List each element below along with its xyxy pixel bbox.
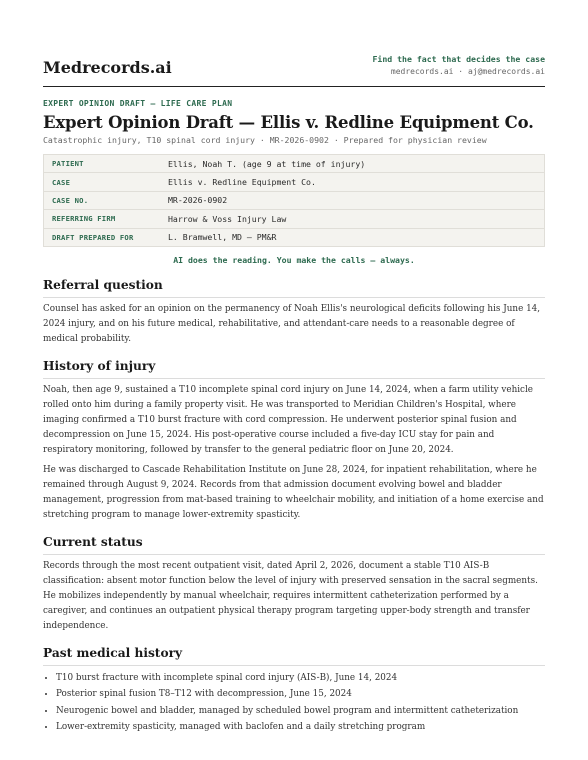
document-title: Expert Opinion Draft — Ellis v. Redline Equipment Co.	[43, 113, 534, 132]
field-label: CASE NO.	[44, 191, 161, 209]
letterhead	[43, 0, 545, 87]
section-heading-history: History of injury	[43, 358, 545, 379]
table-row	[44, 191, 545, 209]
field-value: Harrow & Voss Injury Law	[160, 210, 545, 228]
section-heading-referral: Referral question	[43, 277, 545, 298]
contact-info: medrecords.ai · aj@medrecords.ai	[390, 67, 545, 76]
table-row	[44, 210, 545, 228]
list-item: • T10 burst fracture with incomplete spinal cord injury (AIS-B), June 14, 2024	[56, 670, 545, 687]
brand-logo: Medrecords.ai	[43, 58, 172, 77]
tagline: Find the fact that decides the case	[372, 54, 545, 64]
field-label: REFERRING FIRM	[44, 210, 161, 228]
letterhead-right	[372, 53, 545, 78]
history-paragraph: Noah, then age 9, sustained a T10 incomplete spinal cord injury on June 14, 2024, when a farm utility vehicle rolled onto him during a family property visit. He was transported to Meridian Children's Hospital, where imaging confirmed a T10 burst fracture with cord compression. He underwent posterior spinal fusion and decompression on June 15, 2024. His post-operative course included a five-day ICU stay for pain and respiratory monitoring, followed by transfer to the general pediatric floor on June 20, 2024.	[43, 384, 534, 455]
section-heading-past-medical-history: Past medical history	[43, 645, 545, 666]
table-row	[44, 173, 545, 191]
field-value: MR-2026-0902	[160, 191, 545, 209]
history-paragraph: He was discharged to Cascade Rehabilitation Institute on June 28, 2024, for inpatient rehabilitation, where he remained through August 9, 2024. Records from that admission document evolving bowel and bladder management, progression from mat-based training to wheelchair mobility, and initiation of a home exercise and stretching program to manage lower-extremity spasticity.	[43, 464, 544, 520]
table-row	[44, 155, 545, 173]
field-value: Ellis, Noah T. (age 9 at time of injury)	[160, 155, 545, 173]
document-eyebrow: EXPERT OPINION DRAFT — LIFE CARE PLAN	[43, 99, 233, 108]
table-row	[44, 228, 545, 246]
document-subtitle: Catastrophic injury, T10 spinal cord injury · MR-2026-0902 · Prepared for physician review	[43, 135, 487, 145]
current-status-paragraph: Records through the most recent outpatient visit, dated April 2, 2026, document a stable T10 AIS-B classification: absent motor function below the level of injury with preserved sensation in the sacral segments. He mobilizes independently by manual wheelchair, requires intermittent catheterization performed by a caregiver, and continues an outpatient physical therapy program targeting upper-body strength and transfer independence.	[43, 560, 538, 631]
field-value: L. Bramwell, MD — PM&R	[168, 232, 277, 243]
past-medical-history-list	[43, 670, 545, 736]
referral-paragraph: Counsel has asked for an opinion on the permanency of Noah Ellis's neurological deficits following his June 14, 2024 injury, and on his future medical, rehabilitative, and attendant-care needs to a reasonable degree of medical probability.	[43, 303, 541, 344]
field-label: CASE	[44, 173, 161, 191]
field-label: PATIENT	[44, 155, 161, 173]
ai-disclaimer: AI does the reading. You make the calls — always.	[173, 254, 415, 265]
list-item: • Lower-extremity spasticity, managed with baclofen and a daily stretching program	[56, 719, 545, 736]
list-item: • Posterior spinal fusion T8–T12 with decompression, June 15, 2024	[56, 686, 545, 703]
case-info-table	[43, 154, 545, 247]
field-value: Ellis v. Redline Equipment Co.	[160, 173, 545, 191]
list-item: • Neurogenic bowel and bladder, managed by scheduled bowel program and intermittent catheterization	[56, 703, 545, 720]
section-heading-current-status: Current status	[43, 534, 545, 555]
field-label: DRAFT PREPARED FOR	[52, 232, 134, 242]
